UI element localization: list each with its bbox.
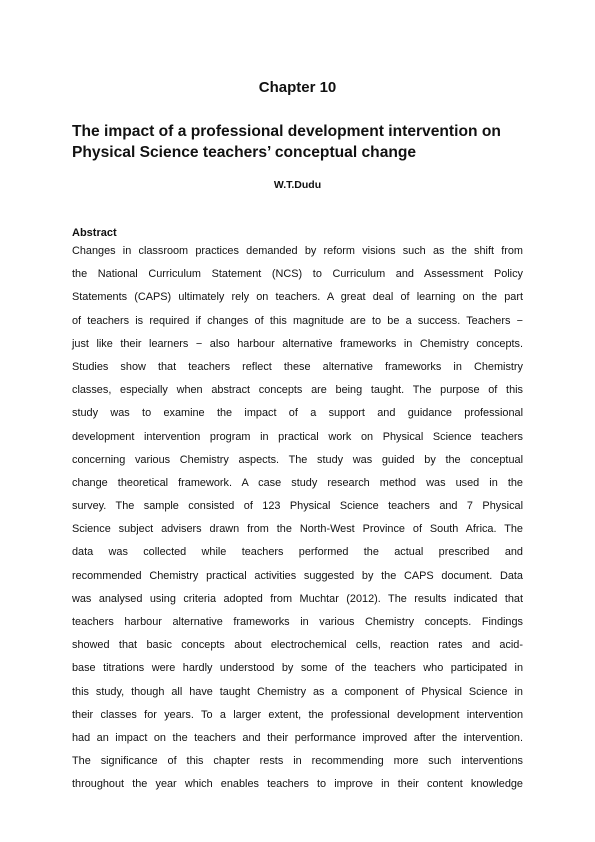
abstract-line: development intervention program in practical work on Physical Science teachers (72, 430, 523, 443)
abstract-line: just like their learners − also harbour alternative frameworks in Chemistry concepts. (72, 337, 523, 350)
abstract-line: their classes for years. To a larger extent, the professional development intervention (72, 708, 523, 721)
abstract-line: classes, especially when abstract concepts are being taught. The purpose of this (72, 384, 523, 397)
abstract-line: base titrations were hardly understood by some of the teachers who participated in (72, 662, 523, 675)
chapter-title-line-1: The impact of a professional development intervention on (72, 123, 501, 140)
abstract-line: Studies show that teachers reflect these alternative frameworks in Chemistry (72, 360, 523, 373)
abstract-line: The significance of this chapter rests in recommending more such interventions (72, 755, 523, 768)
author-name: W.T.Dudu (273, 179, 322, 191)
abstract-line: survey. The sample consisted of 123 Physical Science teachers and 7 Physical (72, 500, 523, 513)
abstract-line: recommended Chemistry practical activities suggested by the CAPS document. Data (72, 569, 523, 582)
chapter-title-line-2: Physical Science teachers’ conceptual change (72, 144, 417, 161)
abstract-line: concerning various Chemistry aspects. The study was guided by the conceptual (72, 453, 523, 466)
abstract-line: the National Curriculum Statement (NCS) to Curriculum and Assessment Policy (72, 268, 523, 281)
abstract-line: teachers harbour alternative frameworks in various Chemistry concepts. Findings (72, 616, 523, 628)
abstract-line: showed that basic concepts about electrochemical cells, reaction rates and acid- (72, 639, 523, 652)
chapter-title (72, 121, 527, 163)
abstract-body (72, 240, 523, 797)
abstract-line: was analysed using criteria adopted from Muchtar (2012). The results indicated that (72, 592, 523, 605)
abstract-line: Statements (CAPS) ultimately rely on teachers. A great deal of learning on the part (72, 291, 523, 304)
abstract-line: had an impact on the teachers and their performance improved after the intervention. (72, 731, 523, 744)
abstract-line: of teachers is required if changes of this magnitude are to be a success. Teachers − (72, 314, 523, 327)
abstract-line: change theoretical framework. A case study research method was used in the (72, 476, 523, 489)
abstract-heading: Abstract (72, 227, 117, 239)
chapter-number: Chapter 10 (258, 79, 337, 96)
abstract-line: this study, though all have taught Chemistry as a component of Physical Science in (72, 685, 523, 698)
abstract-line: throughout the year which enables teachers to improve in their content knowledge (72, 778, 523, 791)
abstract-line: data was collected while teachers performed the actual prescribed and (72, 546, 523, 559)
abstract-line: Changes in classroom practices demanded by reform visions such as the shift from (72, 245, 523, 257)
abstract-line: Science subject advisers drawn from the North-West Province of South Africa. The (72, 523, 523, 536)
abstract-line: study was to examine the impact of a support and guidance professional (72, 407, 523, 420)
